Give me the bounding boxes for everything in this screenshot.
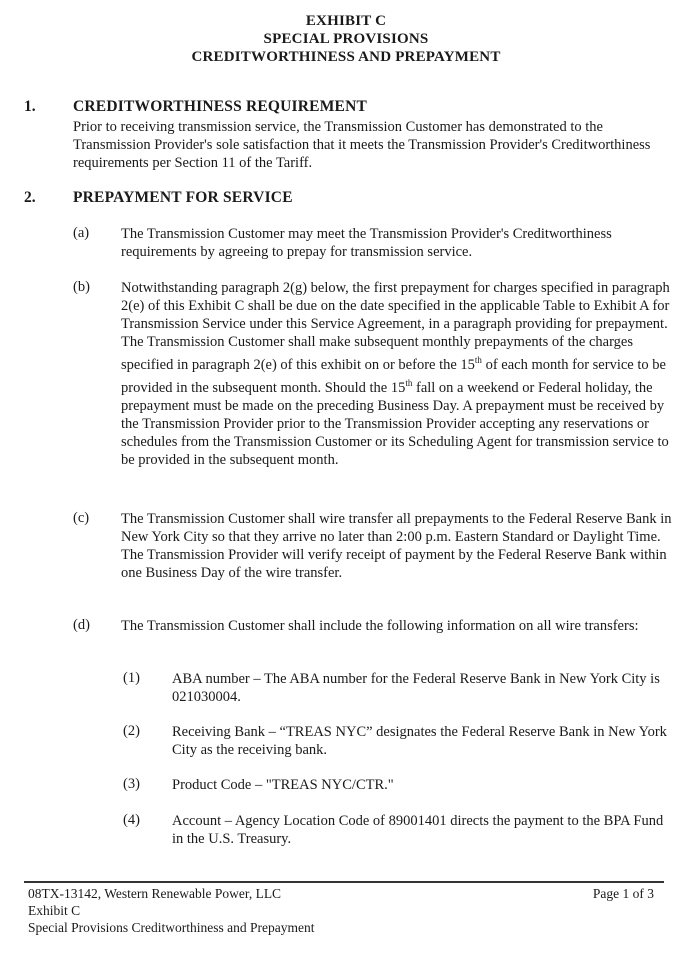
subitem-2-text: Receiving Bank – “TREAS NYC” designates the Federal Reserve Bank in New York City as the receiving bank.	[172, 724, 667, 758]
section-1-number: 1.	[24, 98, 36, 115]
paragraph-a-text: The Transmission Customer may meet the Transmission Provider's Creditworthiness requirements by agreeing to prepay for transmission service.	[121, 226, 612, 260]
paragraph-c-label: (c)	[73, 510, 90, 526]
page-number: Page 1 of 3	[592, 886, 654, 901]
section-2-number: 2.	[24, 189, 36, 206]
subitem-1-label: (1)	[123, 670, 140, 686]
footer-description: Special Provisions Creditworthiness and Prepayment	[28, 920, 315, 935]
paragraph-d-text: The Transmission Customer shall include the following information on all wire transfers:	[121, 618, 639, 634]
exhibit-subtitle: SPECIAL PROVISIONS	[263, 31, 429, 47]
subitem-3-label: (3)	[123, 776, 140, 792]
subitem-4-text: Account – Agency Location Code of 89001401 directs the payment to the BPA Fund in the U.S. Treasury.	[172, 813, 664, 847]
paragraph-b-text: Notwithstanding paragraph 2(g) below, the first prepayment for charges specified in paragraph 2(e) of this Exhibit C shall be due on the date specified in the applicable Table to Exhibit A for Transmission Service under this Service Agreement, in a paragraph providing for prepayment. The Transmission Customer shall make subsequent monthly prepayments of the charges specified in paragraph 2(e) of this exhibit on or before the 15th of each month for service to be provided in the subsequent month. Should the 15th fall on a weekend or Federal holiday, the prepayment must be made on the preceding Business Day. A prepayment must be received by the Transmission Provider prior to the Transmission Provider accepting any reservations or schedules from the Transmission Customer or its Scheduling Agent for transmission service to be provided in the subsequent month.	[121, 280, 670, 468]
subitem-3-text: Product Code – "TREAS NYC/CTR."	[172, 777, 394, 793]
section-2-title: PREPAYMENT FOR SERVICE	[73, 189, 293, 206]
paragraph-d-label: (d)	[73, 617, 90, 633]
subitem-2-label: (2)	[123, 723, 140, 739]
subitem-4-label: (4)	[123, 812, 140, 828]
exhibit-title: EXHIBIT C	[305, 13, 387, 29]
paragraph-a-label: (a)	[73, 225, 90, 241]
footer-contract-id: 08TX-13142, Western Renewable Power, LLC	[28, 886, 282, 901]
section-1-text: Prior to receiving transmission service, the Transmission Customer has demonstrated to the Transmission Provider's sole satisfaction that it meets the Transmission Provider's Creditworthiness requirements per Section 11 of the Tariff.	[73, 119, 651, 171]
exhibit-heading: CREDITWORTHINESS AND PREPAYMENT	[191, 49, 501, 65]
footer-exhibit: Exhibit C	[28, 903, 81, 918]
subitem-1-text: ABA number – The ABA number for the Federal Reserve Bank in New York City is 021030004.	[172, 671, 660, 705]
footer-divider	[24, 881, 664, 883]
paragraph-b-label: (b)	[73, 279, 90, 295]
section-1-title: CREDITWORTHINESS REQUIREMENT	[73, 98, 368, 115]
paragraph-c-text: The Transmission Customer shall wire transfer all prepayments to the Federal Reserve Bank in New York City so that they arrive no later than 2:00 p.m. Eastern Standard or Daylight Time. The Transmission Provider will verify receipt of payment by the Federal Reserve Bank within one Business Day of the wire transfer.	[121, 511, 672, 581]
